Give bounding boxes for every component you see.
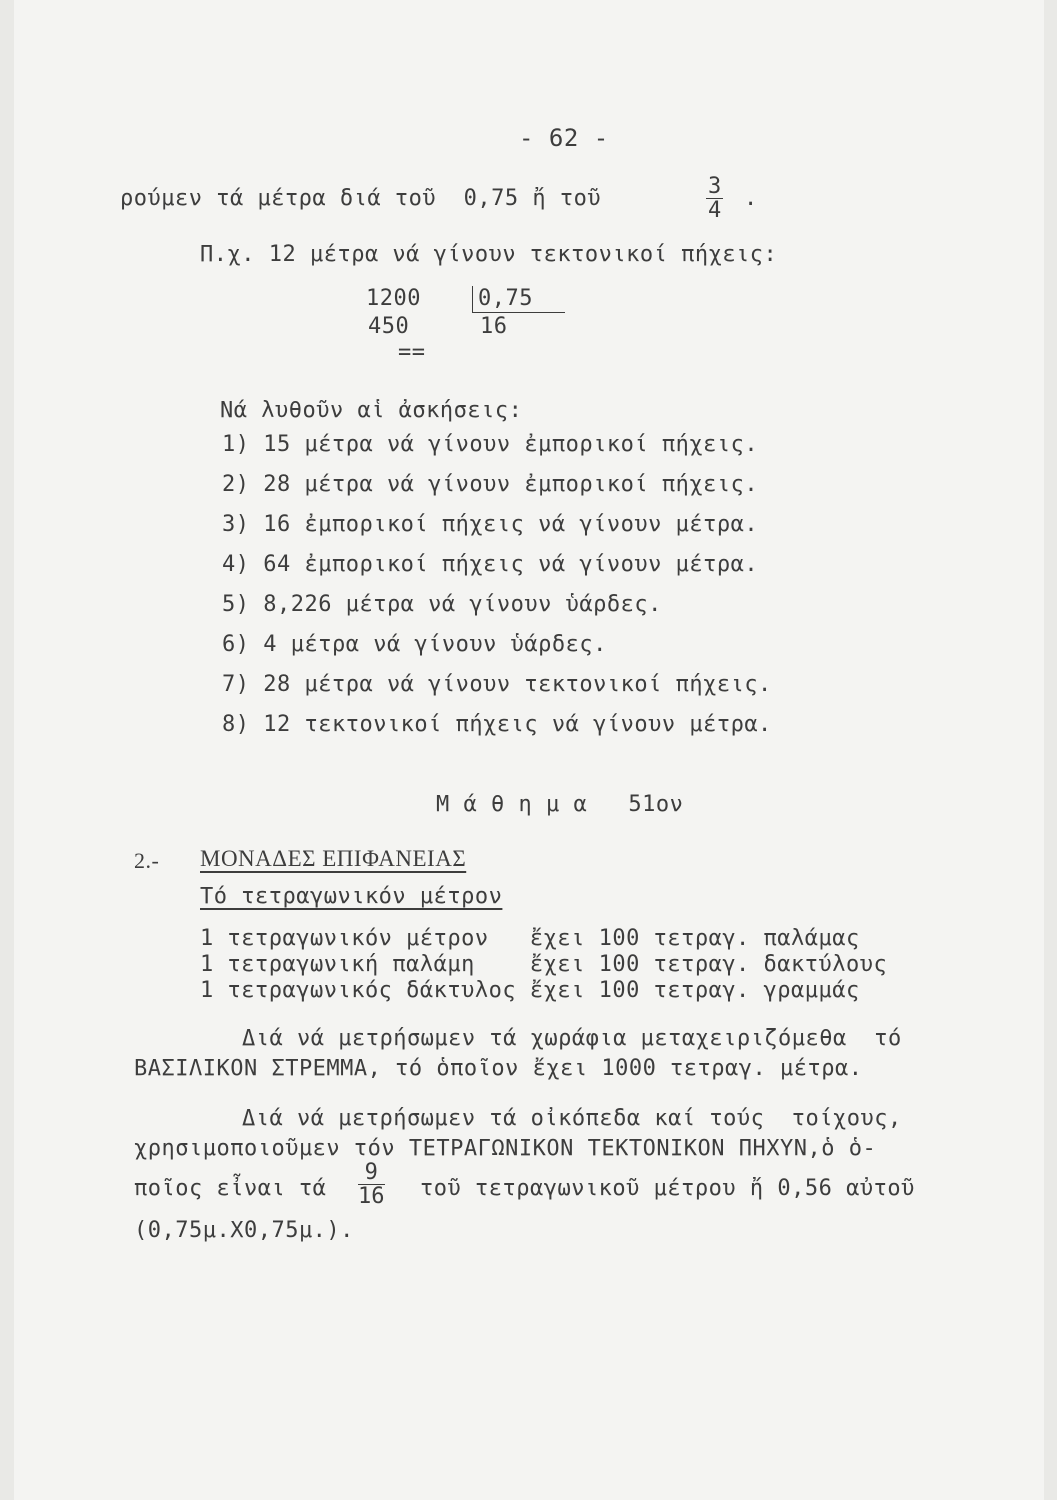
paragraph-line: χρησιμοποιοῦμεν τόν ΤΕΤΡΑΓΩΝΙΚΟΝ ΤΕΚΤΟΝΙΚΟΝ ΠΗΧΥΝ,ὁ ὁ-: [134, 1136, 877, 1161]
division-divisor: 0,75: [478, 286, 533, 311]
paragraph-fraction: [358, 1162, 385, 1209]
exercise-item: 7) 28 μέτρα νά γίνουν τεκτονικοί πήχεις.: [222, 672, 772, 697]
intro-fraction-denominator: 4: [708, 198, 722, 223]
subsection-title: Τό τετραγωνικόν μέτρον: [200, 884, 503, 909]
paragraph-line: Διά νά μετρήσωμεν τά οἰκόπεδα καί τούς τοίχους,: [242, 1106, 902, 1131]
division-dividend: 1200: [366, 286, 421, 311]
division-end-mark: ==: [398, 340, 426, 365]
paragraph-line: Διά νά μετρήσωμεν τά χωράφια μεταχειριζόμεθα τό: [242, 1026, 902, 1051]
page-number: - 62 -: [519, 124, 609, 152]
paragraph-line: ποῖος εἶναι τά: [134, 1176, 327, 1201]
paragraph-fraction-numerator: 9: [358, 1162, 385, 1185]
section-number: 2.-: [134, 848, 160, 873]
section-title: ΜΟΝΑΔΕΣ ΕΠΙΦΑΝΕΙΑΣ: [200, 846, 467, 871]
units-row: 1 τετραγωνικόν μέτρον ἔχει 100 τετραγ. παλάμας: [200, 926, 860, 951]
exercise-item: 3) 16 ἐμπορικοί πήχεις νά γίνουν μέτρα.: [222, 512, 759, 537]
division-remainder: 450: [368, 314, 410, 339]
intro-fraction-numerator: 3: [708, 174, 722, 199]
exercise-item: 8) 12 τεκτονικοί πήχεις νά γίνουν μέτρα.: [222, 712, 772, 737]
paragraph-fraction-denominator: 16: [358, 1184, 385, 1209]
paragraph-line: (0,75μ.Χ0,75μ.).: [134, 1218, 354, 1243]
document-page: [14, 0, 1044, 1500]
exercise-item: 2) 28 μέτρα νά γίνουν ἐμπορικοί πήχεις.: [222, 472, 759, 497]
example-label: Π.χ. 12 μέτρα νά γίνουν τεκτονικοί πήχεις:: [200, 242, 778, 267]
intro-line: ρούμεν τά μέτρα διά τοῦ 0,75 ἤ τοῦ: [120, 186, 602, 211]
units-row: 1 τετραγωνικός δάκτυλος ἔχει 100 τετραγ. γραμμάς: [200, 978, 860, 1003]
intro-fraction: [706, 176, 723, 223]
exercises-heading: Νά λυθοῦν αἱ ἀσκήσεις:: [220, 398, 523, 423]
exercise-item: 6) 4 μέτρα νά γίνουν ὑάρδες.: [222, 632, 607, 657]
paragraph-line: ΒΑΣΙΛΙΚΟΝ ΣΤΡΕΜΜΑ, τό ὁποῖον ἔχει 1000 τετραγ. μέτρα.: [134, 1056, 863, 1081]
division-quotient: 16: [480, 314, 508, 339]
lesson-title: Μ ά θ η μ α 51ον: [436, 792, 684, 817]
units-row: 1 τετραγωνική παλάμη ἔχει 100 τετραγ. δακτύλους: [200, 952, 888, 977]
paragraph-line: τοῦ τετραγωνικοῦ μέτρου ἤ 0,56 αὐτοῦ: [420, 1176, 915, 1201]
intro-line-end: .: [744, 186, 758, 211]
exercise-item: 1) 15 μέτρα νά γίνουν ἐμπορικοί πήχεις.: [222, 432, 759, 457]
exercise-item: 4) 64 ἐμπορικοί πήχεις νά γίνουν μέτρα.: [222, 552, 759, 577]
exercise-item: 5) 8,226 μέτρα νά γίνουν ὑάρδες.: [222, 592, 662, 617]
